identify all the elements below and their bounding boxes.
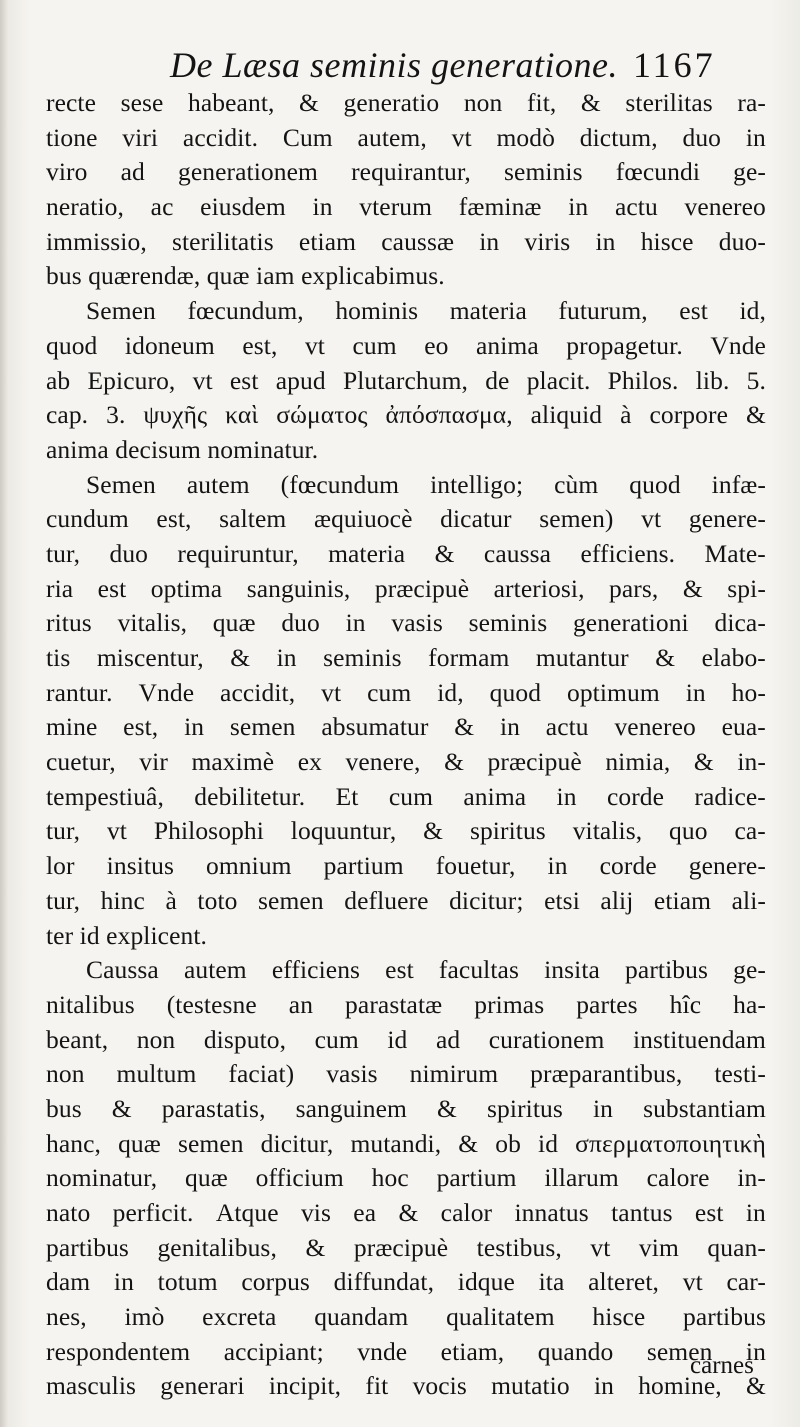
text-line: bus & parastatis, sanguinem & spiritus in substantiam [46, 1093, 766, 1123]
text-line: rantur. Vnde accidit, vt cum id, quod optimum in ho- [46, 677, 766, 707]
text-line: tione viri accidit. Cum autem, vt modò dictum, duo in [46, 122, 766, 152]
text-line: immissio, sterilitatis etiam caussæ in viris in hisce duo- [46, 226, 766, 256]
text-line: tur, vt Philosophi loquuntur, & spiritus vitalis, quo ca- [46, 816, 766, 846]
text-line: nato perficit. Atque vis ea & calor innatus tantus est in [46, 1198, 766, 1227]
page-number: 1167 [633, 45, 716, 85]
running-title: De Læsa seminis generatione. [170, 45, 618, 85]
text-line: respondentem accipiant; vnde etiam, quando semen in [46, 1336, 766, 1366]
text-line: quod idoneum est, vt cum eo anima propagetur. Vnde [46, 330, 766, 360]
text-line: hanc, quæ semen dicitur, mutandi, & ob id σπερματοποιητικὴ [46, 1128, 766, 1158]
text-line: tempestiuâ, debilitetur. Et cum anima in corde radice- [46, 781, 766, 811]
text-line: bus quærendæ, quæ iam explicabimus. [46, 261, 445, 291]
text-line: mine est, in semen absumatur & in actu venereo eua- [46, 712, 766, 742]
text-line: cap. 3. ψυχῆς καὶ σώματος ἀπόσπασμα, aliquid à corpore & [46, 400, 766, 430]
page-gutter-shadow [0, 0, 8, 1427]
text-line: neratio, ac eiusdem in vterum fæminæ in actu venereo [46, 192, 766, 222]
text-line: nominatur, quæ officium hoc partium illarum calore in- [46, 1163, 766, 1193]
body-text [46, 86, 766, 1404]
text-line: tis miscentur, & in seminis formam mutantur & elabo- [46, 643, 766, 672]
text-line: ter id explicent. [46, 920, 208, 950]
text-line: tur, duo requiruntur, materia & caussa efficiens. Mate- [46, 538, 766, 568]
text-line: partibus genitalibus, & præcipuè testibus, vt vim quan- [46, 1232, 766, 1262]
text-line: nitalibus (testesne an parastatæ primas partes hîc ha- [46, 989, 766, 1019]
text-line: Semen autem (fœcundum intelligo; cùm quod infæ- [86, 469, 766, 499]
text-line: viro ad generationem requirantur, seminis fœcundi ge- [46, 157, 766, 187]
text-line: non multum faciat) vasis nimirum præparantibus, testi- [46, 1059, 766, 1089]
text-line: cundum est, saltem æquiuocè dicatur semen) vt genere- [46, 504, 766, 534]
catchword: carnes [690, 1352, 754, 1379]
text-line: tur, hinc à toto semen defluere dicitur; etsi alij etiam ali- [46, 885, 766, 915]
text-line: Caussa autem efficiens est facultas insita partibus ge- [86, 955, 766, 985]
text-line: cuetur, vir maximè ex venere, & præcipuè nimia, & in- [46, 747, 766, 777]
text-line: Semen fœcundum, hominis materia futurum, est id, [86, 296, 766, 326]
text-line: nes, imò excreta quandam qualitatem hisce partibus [46, 1302, 766, 1332]
text-line: masculis generari incipit, fit vocis mutatio in homine, & [46, 1371, 766, 1401]
text-line: ritus vitalis, quæ duo in vasis seminis generationi dica- [46, 608, 766, 638]
text-line: anima decisum nominatur. [46, 434, 319, 464]
text-line: beant, non disputo, cum id ad curationem instituendam [46, 1024, 766, 1054]
text-line: dam in totum corpus diffundat, idque ita alteret, vt car- [46, 1267, 766, 1297]
text-line: ab Epicuro, vt est apud Plutarchum, de placit. Philos. lib. 5. [46, 365, 766, 395]
text-line: recte sese habeant, & generatio non fit, & sterilitas ra- [46, 88, 766, 117]
text-line: lor insitus omnium partium fouetur, in corde genere- [46, 851, 766, 881]
text-line: ria est optima sanguinis, præcipuè arteriosi, pars, & spi- [46, 573, 766, 603]
